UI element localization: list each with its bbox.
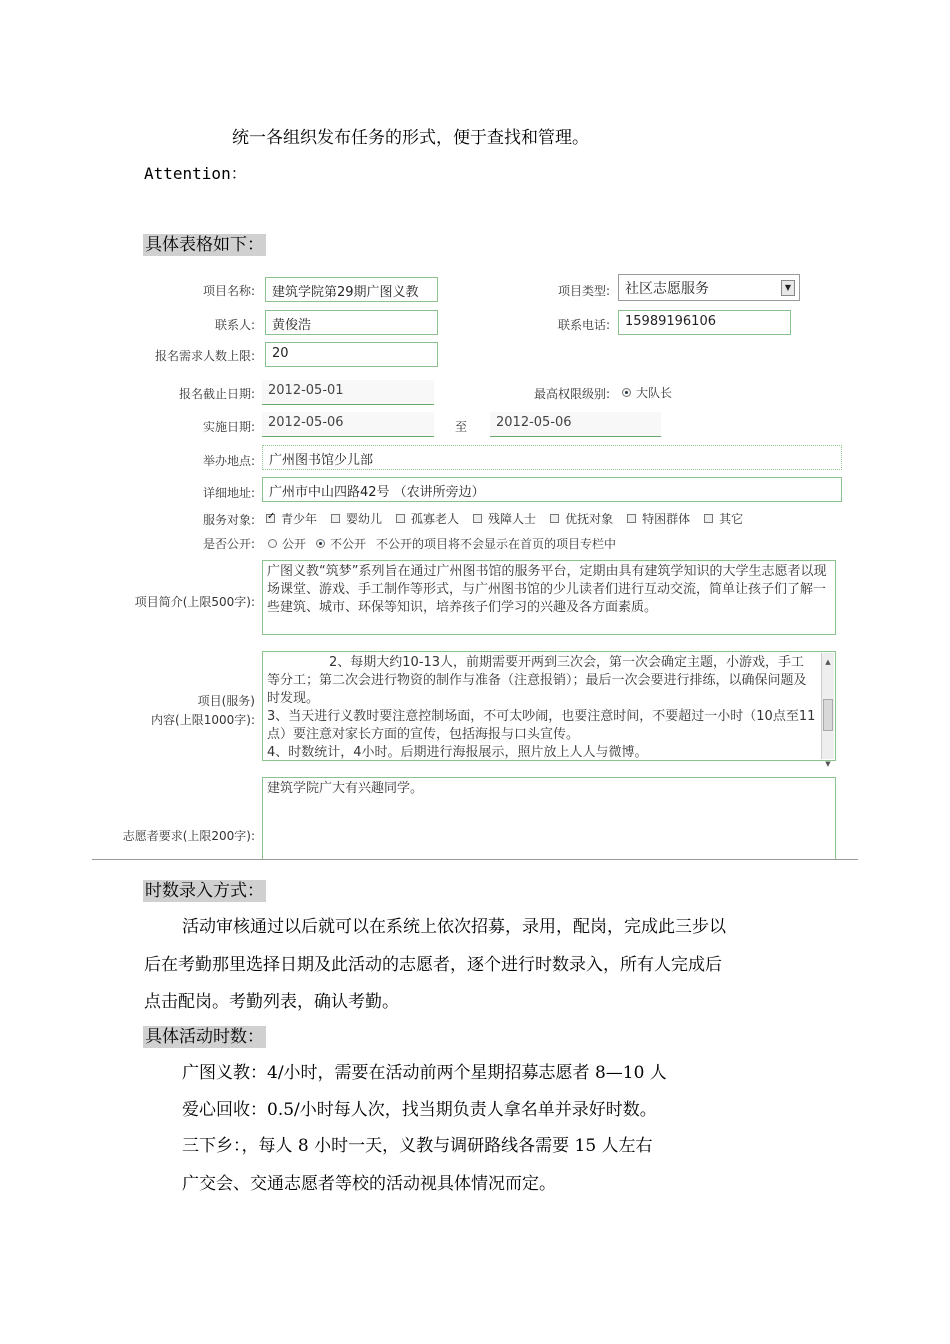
address-input[interactable]: 广州市中山四路42号 （农讲所旁边） <box>262 477 842 502</box>
requirement-label: 志愿者要求(上限200字): <box>122 829 255 843</box>
deadline-label: 报名截止日期: <box>178 387 255 401</box>
attention-label: Attention： <box>144 164 247 183</box>
checkbox-icon[interactable] <box>704 514 713 523</box>
permission-radio[interactable] <box>622 384 672 401</box>
activity-line: 三下乡：，每人 8 小时一天，义教与调研路线各需要 15 人左右 <box>182 1136 653 1156</box>
target-option-veteran[interactable]: 优抚对象 <box>550 510 613 527</box>
scroll-up-icon[interactable]: ▲ <box>825 658 831 666</box>
project-type-select[interactable] <box>618 274 800 301</box>
impl-date-to-input[interactable]: 2012-05-06 <box>490 412 661 437</box>
content-line: 2、每期大约10-13人，前期需要开两到三次会，第一次会确定主题，小游戏，手工等分工；第二次会进行物资的制作与准备（注意报销）；最后一次会要进行排练，以确保问题及时发现。 <box>267 655 807 706</box>
screenshot-divider <box>92 859 858 860</box>
intro-line: 统一各组织发布任务的形式，便于查找和管理。 <box>232 128 589 148</box>
target-option-other[interactable]: 其它 <box>704 510 743 527</box>
target-option-elderly[interactable]: 孤寡老人 <box>396 510 459 527</box>
impl-date-from-input[interactable]: 2012-05-06 <box>262 412 434 437</box>
checkbox-icon[interactable] <box>627 514 636 523</box>
target-option-infant[interactable]: 婴幼儿 <box>331 510 382 527</box>
content-textarea[interactable] <box>262 651 836 768</box>
content-line: 3、当天进行义教时要注意控制场面，不可太吵闹，也要注意时间，不要超过一小时（10点至11点）要注意对家长方面的宣传，包括海报与口头宣传。 <box>267 709 816 742</box>
checkbox-icon[interactable] <box>550 514 559 523</box>
project-name-label: 项目名称: <box>202 284 255 298</box>
target-option-disabled[interactable]: 残障人士 <box>473 510 536 527</box>
summary-label: 项目简介(上限500字): <box>134 595 255 609</box>
target-option-poor[interactable]: 特困群体 <box>627 510 690 527</box>
scroll-down-icon[interactable]: ▼ <box>825 760 831 768</box>
deadline-input[interactable]: 2012-05-01 <box>262 380 434 405</box>
public-note: 不公开的项目将不会显示在首页的项目专栏中 <box>376 537 617 551</box>
activity-line: 爱心回收：0.5/小时每人次，找当期负责人拿名单并录好时数。 <box>182 1100 657 1120</box>
targets-options <box>266 510 743 527</box>
hours-heading: 时数录入方式： <box>145 881 264 901</box>
scrollbar-thumb[interactable] <box>823 699 833 731</box>
checkbox-icon[interactable] <box>331 514 340 523</box>
form-heading: 具体表格如下： <box>145 235 264 255</box>
summary-textarea[interactable]: 广图义教“筑梦”系列旨在通过广州图书馆的服务平台，定期由具有建筑学知识的大学生志愿者以现场课堂、游戏、手工制作等形式，与广州图书馆的少儿读者们进行互动交流，简单让孩子们了解一些建筑、城市、环保等知识，培养孩子们学习的兴趣及各方面素质。 <box>262 560 836 635</box>
content-label-1: 项目(服务) <box>197 694 255 708</box>
activity-line: 广交会、交通志愿者等校的活动视具体情况而定。 <box>182 1174 556 1194</box>
radio-icon[interactable] <box>316 539 325 548</box>
radio-icon[interactable] <box>268 539 277 548</box>
public-option-public[interactable]: 公开 <box>268 535 306 552</box>
targets-label: 服务对象: <box>202 513 255 527</box>
project-type-label: 项目类型: <box>557 284 610 298</box>
project-type-value: 社区志愿服务 <box>625 281 709 297</box>
radio-icon[interactable] <box>622 388 631 397</box>
checkbox-icon[interactable] <box>473 514 482 523</box>
checkbox-icon[interactable] <box>396 514 405 523</box>
max-people-input[interactable]: 20 <box>265 342 438 367</box>
target-option-youth[interactable]: ✓ 青少年 <box>266 510 317 527</box>
permission-label: 最高权限级别: <box>533 387 610 401</box>
address-label: 详细地址: <box>202 486 255 500</box>
impl-date-to-label: 至 <box>455 420 468 434</box>
public-options <box>268 535 616 552</box>
public-label: 是否公开: <box>202 537 255 551</box>
phone-label: 联系电话: <box>557 318 610 332</box>
contact-input[interactable]: 黄俊浩 <box>265 310 438 335</box>
contact-label: 联系人: <box>214 318 255 332</box>
activity-line: 广图义教：4/小时，需要在活动前两个星期招募志愿者 8—10 人 <box>182 1063 667 1083</box>
project-name-input[interactable]: 建筑学院第29期广图义教 <box>265 277 438 302</box>
permission-value: 大队长 <box>636 386 673 400</box>
requirement-textarea[interactable]: 建筑学院广大有兴趣同学。 <box>262 777 836 859</box>
activity-heading: 具体活动时数： <box>145 1027 264 1047</box>
content-label-2: 内容(上限1000字): <box>151 713 255 727</box>
hours-text-line: 点击配岗。考勤列表，确认考勤。 <box>144 992 399 1012</box>
max-people-label: 报名需求人数上限: <box>154 349 255 363</box>
public-option-private[interactable]: 不公开 <box>316 535 366 552</box>
venue-label: 举办地点: <box>202 454 255 468</box>
hours-text-line: 后在考勤那里选择日期及此活动的志愿者，逐个进行时数录入，所有人完成后 <box>144 955 722 975</box>
content-line: 4、时数统计，4小时。后期进行海报展示，照片放上人人与微博。 <box>267 745 648 760</box>
checkbox-icon[interactable] <box>266 514 275 523</box>
scrollbar[interactable] <box>821 653 834 768</box>
hours-text-line: 活动审核通过以后就可以在系统上依次招募，录用，配岗，完成此三步以 <box>182 917 726 937</box>
impl-date-label: 实施日期: <box>202 420 255 434</box>
chevron-down-icon[interactable]: ▼ <box>781 280 795 296</box>
venue-input[interactable]: 广州图书馆少儿部 <box>262 445 842 470</box>
phone-input[interactable]: 15989196106 <box>618 310 791 335</box>
